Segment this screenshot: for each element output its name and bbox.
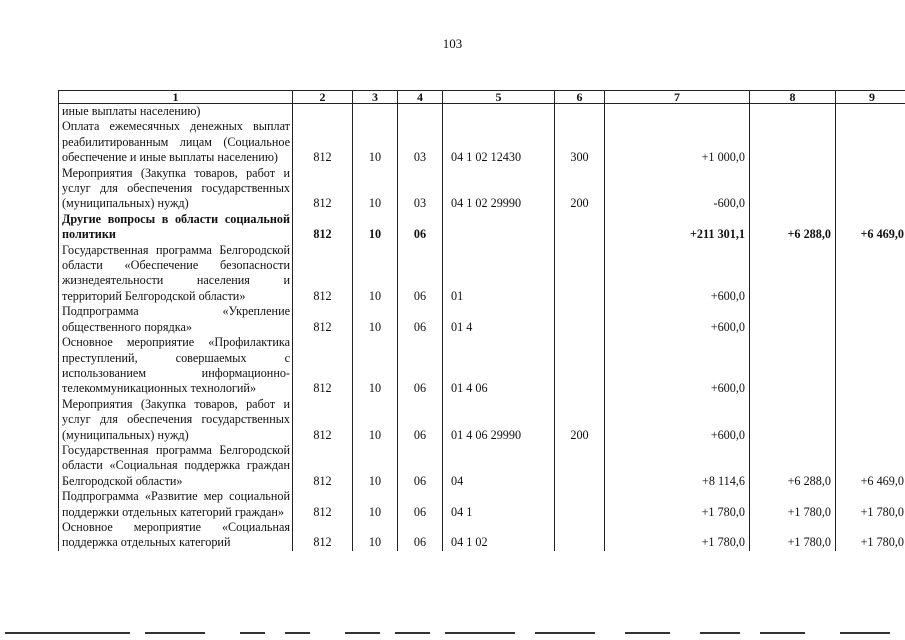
cell-amount-col9: +6 469,0	[836, 212, 905, 243]
cell-expense-type	[555, 243, 605, 305]
header-col-6: 6	[555, 91, 605, 104]
table-row	[59, 119, 905, 165]
cell-amount-col8: +1 780,0	[750, 489, 836, 520]
cell-amount-col9	[836, 104, 905, 120]
budget-table	[58, 90, 905, 551]
header-col-3: 3	[353, 91, 398, 104]
table-row	[59, 489, 905, 520]
cell-amount-col8: +1 780,0	[750, 520, 836, 551]
cell-target-article: 01 4	[443, 304, 555, 335]
cell-subsection: 06	[398, 304, 443, 335]
cell-admin-code	[293, 104, 353, 120]
cell-name: иные выплаты населению)	[59, 104, 293, 120]
cell-amount-col9	[836, 335, 905, 397]
cell-section: 10	[353, 304, 398, 335]
page-number: 103	[442, 36, 463, 51]
header-col-1: 1	[59, 91, 293, 104]
table-row	[59, 243, 905, 305]
cell-section: 10	[353, 397, 398, 443]
cell-expense-type: 300	[555, 119, 605, 165]
cell-target-article	[443, 212, 555, 243]
cell-admin-code: 812	[293, 443, 353, 489]
cell-subsection: 06	[398, 397, 443, 443]
cell-expense-type	[555, 520, 605, 551]
cell-expense-type	[555, 304, 605, 335]
cell-amount-col8: +6 288,0	[750, 443, 836, 489]
cell-amount-col9	[836, 166, 905, 212]
cell-amount-col7	[605, 104, 750, 120]
cell-subsection: 06	[398, 520, 443, 551]
cell-amount-col7: +600,0	[605, 335, 750, 397]
cell-admin-code: 812	[293, 212, 353, 243]
cell-target-article: 01	[443, 243, 555, 305]
table-row	[59, 304, 905, 335]
cell-amount-col9	[836, 397, 905, 443]
cell-admin-code: 812	[293, 489, 353, 520]
cell-name: Подпрограмма «Развитие мер социальной поддержки отдельных категорий граждан»	[59, 489, 293, 520]
cell-admin-code: 812	[293, 304, 353, 335]
cell-amount-col7: +600,0	[605, 243, 750, 305]
table-body	[59, 104, 905, 551]
cell-subsection	[398, 104, 443, 120]
cell-target-article: 01 4 06	[443, 335, 555, 397]
cell-amount-col7: +1 780,0	[605, 520, 750, 551]
cell-expense-type	[555, 489, 605, 520]
header-col-7: 7	[605, 91, 750, 104]
cell-subsection: 03	[398, 119, 443, 165]
cell-expense-type: 200	[555, 397, 605, 443]
cell-amount-col7: +211 301,1	[605, 212, 750, 243]
cell-target-article: 04 1 02 12430	[443, 119, 555, 165]
cell-section: 10	[353, 489, 398, 520]
cell-name: Другие вопросы в области социальной политики	[59, 212, 293, 243]
cell-section: 10	[353, 119, 398, 165]
cell-amount-col8	[750, 119, 836, 165]
table-row	[59, 166, 905, 212]
cell-admin-code: 812	[293, 520, 353, 551]
cell-amount-col8: +6 288,0	[750, 212, 836, 243]
cell-admin-code: 812	[293, 166, 353, 212]
cell-amount-col8	[750, 335, 836, 397]
cell-amount-col7: +1 000,0	[605, 119, 750, 165]
cell-section: 10	[353, 335, 398, 397]
header-row	[59, 91, 905, 104]
table-row	[59, 443, 905, 489]
cell-section: 10	[353, 520, 398, 551]
cell-admin-code: 812	[293, 335, 353, 397]
cell-target-article: 01 4 06 29990	[443, 397, 555, 443]
cell-amount-col9: +6 469,0	[836, 443, 905, 489]
cell-subsection: 06	[398, 243, 443, 305]
header-col-4: 4	[398, 91, 443, 104]
cell-amount-col8	[750, 166, 836, 212]
header-col-2: 2	[293, 91, 353, 104]
header-col-9: 9	[836, 91, 905, 104]
cell-section	[353, 104, 398, 120]
cell-expense-type	[555, 443, 605, 489]
cell-name: Основное мероприятие «Профилактика преступлений, совершаемых с использованием информационно-телекоммуникационных технологий»	[59, 335, 293, 397]
table-row	[59, 212, 905, 243]
cell-amount-col7: -600,0	[605, 166, 750, 212]
cell-amount-col8	[750, 243, 836, 305]
cell-admin-code: 812	[293, 397, 353, 443]
cell-subsection: 06	[398, 212, 443, 243]
cell-section: 10	[353, 212, 398, 243]
cell-amount-col9	[836, 304, 905, 335]
cell-expense-type	[555, 212, 605, 243]
table-row	[59, 397, 905, 443]
cell-amount-col9	[836, 119, 905, 165]
cell-subsection: 06	[398, 335, 443, 397]
header-col-8: 8	[750, 91, 836, 104]
cell-section: 10	[353, 166, 398, 212]
cell-expense-type	[555, 335, 605, 397]
cell-expense-type	[555, 104, 605, 120]
header-col-5: 5	[443, 91, 555, 104]
cell-name: Государственная программа Белгородской области «Обеспечение безопасности жизнедеятельности населения и территорий Белгородской области»	[59, 243, 293, 305]
cell-subsection: 06	[398, 489, 443, 520]
table-row	[59, 335, 905, 397]
table-row	[59, 104, 905, 120]
cell-name: Подпрограмма «Укрепление общественного порядка»	[59, 304, 293, 335]
cell-target-article: 04 1 02	[443, 520, 555, 551]
cell-target-article	[443, 104, 555, 120]
table-row	[59, 520, 905, 551]
cell-admin-code: 812	[293, 119, 353, 165]
cell-amount-col7: +600,0	[605, 304, 750, 335]
cell-name: Государственная программа Белгородской области «Социальная поддержка граждан Белгородской области»	[59, 443, 293, 489]
cell-admin-code: 812	[293, 243, 353, 305]
cell-target-article: 04 1 02 29990	[443, 166, 555, 212]
cell-amount-col8	[750, 304, 836, 335]
cell-amount-col7: +8 114,6	[605, 443, 750, 489]
cell-target-article: 04	[443, 443, 555, 489]
scan-bottom-edge	[0, 632, 905, 636]
cell-expense-type: 200	[555, 166, 605, 212]
cell-amount-col8	[750, 104, 836, 120]
cell-section: 10	[353, 443, 398, 489]
cell-name: Основное мероприятие «Социальная поддержка отдельных категорий	[59, 520, 293, 551]
cell-amount-col7: +600,0	[605, 397, 750, 443]
cell-target-article: 04 1	[443, 489, 555, 520]
cell-subsection: 03	[398, 166, 443, 212]
cell-name: Мероприятия (Закупка товаров, работ и услуг для обеспечения государственных (муниципальных) нужд)	[59, 397, 293, 443]
cell-amount-col9: +1 780,0	[836, 520, 905, 551]
cell-amount-col9: +1 780,0	[836, 489, 905, 520]
cell-subsection: 06	[398, 443, 443, 489]
cell-name: Мероприятия (Закупка товаров, работ и услуг для обеспечения государственных (муниципальных) нужд)	[59, 166, 293, 212]
cell-section: 10	[353, 243, 398, 305]
cell-amount-col8	[750, 397, 836, 443]
cell-name: Оплата ежемесячных денежных выплат реабилитированным лицам (Социальное обеспечение и иные выплаты населению)	[59, 119, 293, 165]
cell-amount-col7: +1 780,0	[605, 489, 750, 520]
cell-amount-col9	[836, 243, 905, 305]
